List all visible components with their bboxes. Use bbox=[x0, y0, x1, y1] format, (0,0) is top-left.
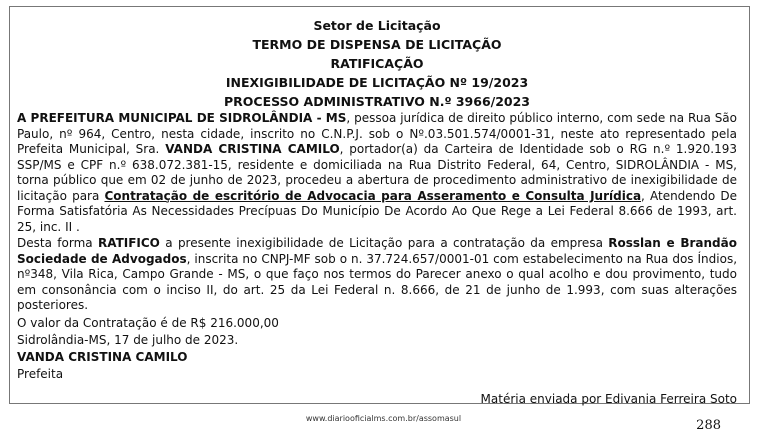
paragraph-intro-text-3: , Atendendo De Forma Satisfatória As Necessidades Precípuas Do Município De Acordo Ao Que Rege a Lei Federal 8.666 de 1993, art. 25, inc. II . bbox=[17, 188, 737, 234]
process-number: PROCESSO ADMINISTRATIVO N.º 3966/2023 bbox=[223, 94, 531, 109]
footer-url: www.diariooficialms.com.br/assomasul bbox=[305, 414, 462, 423]
paragraph-ratification bbox=[17, 236, 737, 314]
document-header bbox=[17, 16, 737, 111]
document-body bbox=[17, 16, 737, 407]
paragraph-intro-text-1: , pessoa jurídica de direito público interno, com sede na Rua São Paulo, nº 964, Centro, nesta cidade, inscrito no C.N.P.J. sob o Nº.03.501.574/0001-31, neste ato representado pela Prefeita Municipal, Sra. bbox=[17, 111, 738, 156]
term-title: TERMO DE DISPENSA DE LICITAÇÃO bbox=[252, 37, 502, 52]
paragraph-ratification-text-2: a presente inexigibilidade de Licitação para a contratação da empresa bbox=[159, 236, 609, 250]
organization-name: A PREFEITURA MUNICIPAL DE SIDROLÂNDIA - MS bbox=[17, 111, 347, 125]
paragraph-ratification-text-1: Desta forma bbox=[17, 236, 98, 250]
company-name: Rosslan e Brandão Sociedade de Advogados bbox=[17, 236, 737, 266]
page-number: 288 bbox=[696, 418, 721, 433]
place-date: Sidrolândia-MS, 17 de julho de 2023. bbox=[17, 332, 239, 347]
sent-by-note: Matéria enviada por Edivania Ferreira Soto bbox=[480, 391, 737, 406]
inexigibility-number: INEXIGIBILIDADE DE LICITAÇÃO Nº 19/2023 bbox=[225, 75, 529, 90]
ratifico-word: RATIFICO bbox=[97, 236, 160, 250]
paragraph-intro-text-2: , portador(a) da Carteira de Identidade sob o RG n.º 1.920.193 SSP/MS e CPF n.º 638.072.381-15, residente e domiciliada na Rua Distrito Federal, 64, Centro, SIDROLÂNDIA - MS, torna público que em 02 de junho de 2023, procedeu a abertura de procedimento administrativo de inexigibilidade de licitação para bbox=[17, 142, 737, 203]
signer-name: VANDA CRISTINA CAMILO bbox=[17, 349, 188, 364]
ratification-title: RATIFICAÇÃO bbox=[330, 56, 424, 71]
mayor-name: VANDA CRISTINA CAMILO bbox=[165, 142, 340, 156]
sector-title: Setor de Licitação bbox=[313, 18, 441, 33]
signer-title: Prefeita bbox=[17, 366, 64, 381]
contract-value: O valor da Contratação é de R$ 216.000,00 bbox=[17, 315, 279, 330]
paragraph-intro bbox=[17, 111, 737, 235]
contract-object: Contratação de escritório de Advocacia para Asseramento e Consulta Jurídica bbox=[104, 188, 642, 203]
paragraph-ratification-text-3: , inscrita no CNPJ-MF sob o n. 37.724.657/0001-01 com estabelecimento na Rua dos Índios, nº348, Vila Rica, Campo Grande - MS, o que faço nos termos do Parecer anexo o qual acolho e dou provimento, tudo em consonância com o inciso II, do art. 25 da Lei Federal n. 8.666, de 21 de junho de 1.993, com suas alterações posteriores. bbox=[17, 251, 738, 312]
